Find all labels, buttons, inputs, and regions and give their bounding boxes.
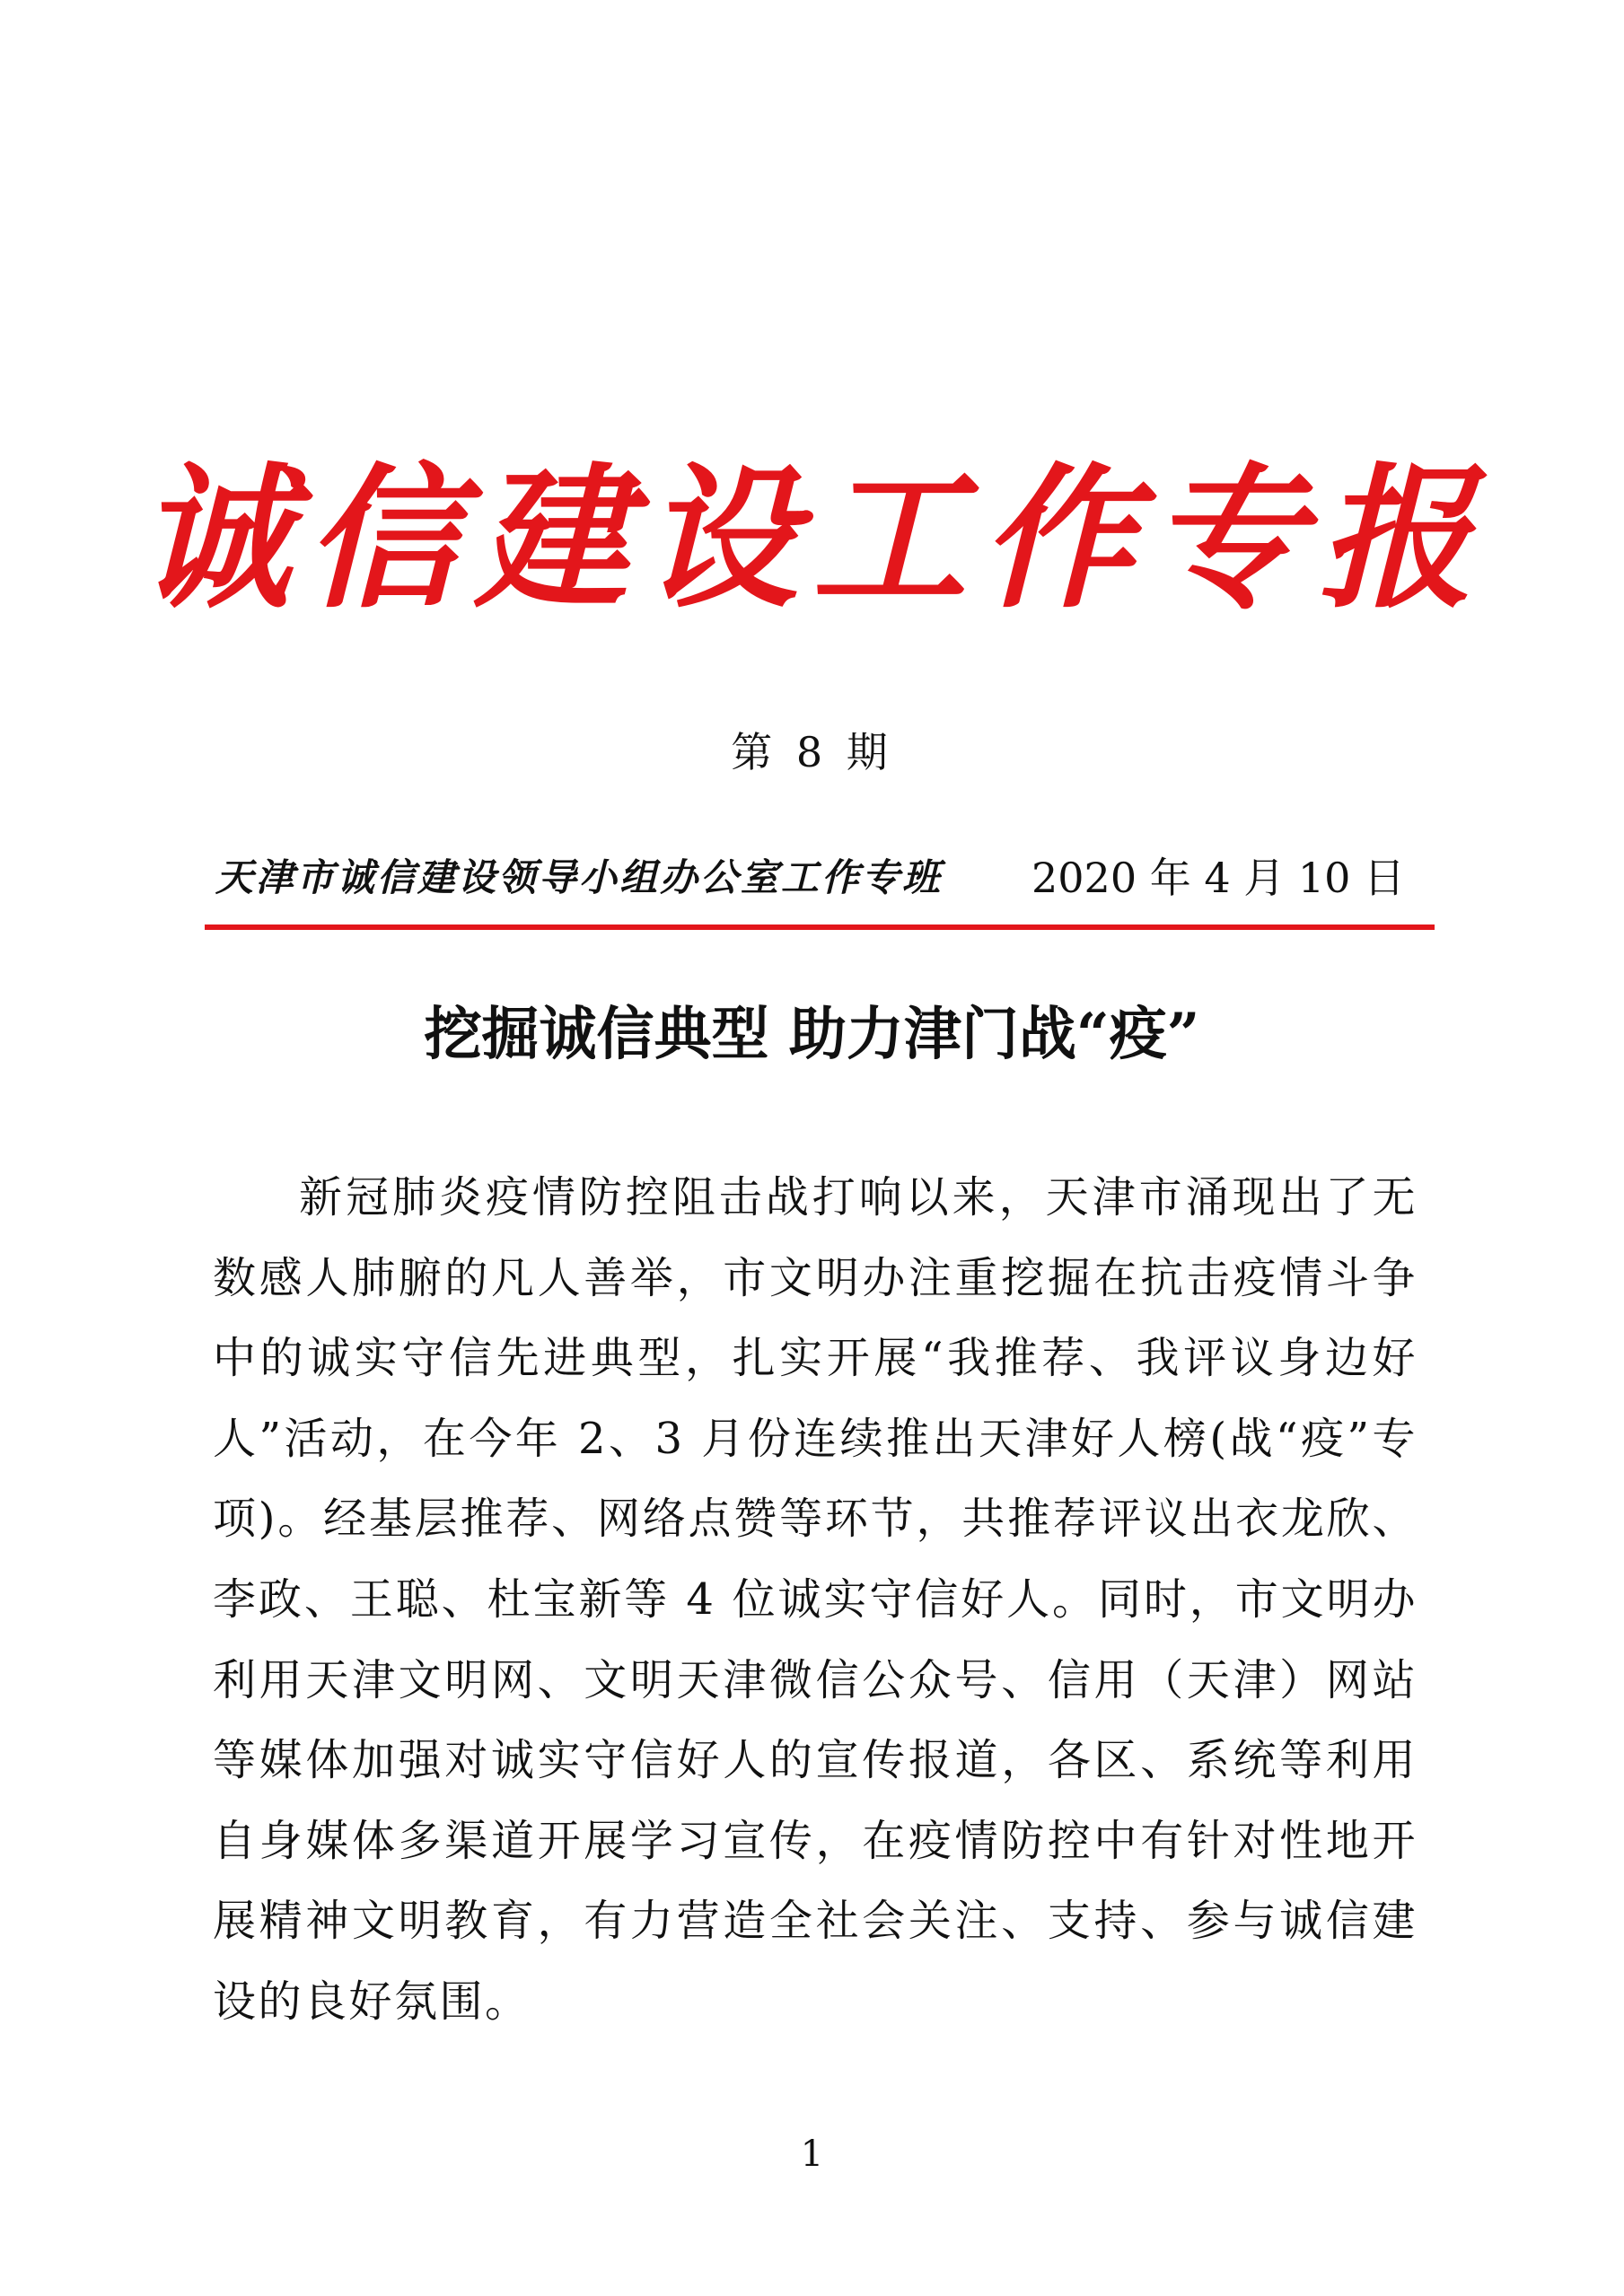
issue-date: 2020 年 4 月 10 日 [1031,854,1405,902]
red-divider-rule [205,925,1435,930]
issuing-office: 天津市诚信建设领导小组办公室工作专班 [215,855,944,899]
article-headline: 挖掘诚信典型 助力津门战“疫” [424,1001,1200,1068]
issue-number: 第 8 期 [731,728,893,776]
article-body: 新冠肺炎疫情防控阻击战打响以来，天津市涌现出了无数感人肺腑的凡人善举，市文明办注重挖掘在抗击疫情斗争中的诚实守信先进典型，扎实开展“我推荐、我评议身边好人”活动，在今年 2、3 月份连续推出天津好人榜(战“疫”专项)。经基层推荐、网络点赞等环节，共推荐评议出衣龙欣、李政、王聪、杜宝新等 4 位诚实守信好人。同时，市文明办利用天津文明网、文明天津微信公众号、信用（天津）网站等媒体加强对诚实守信好人的宣传报道，各区、系统等利用自身媒体多渠道开展学习宣传，在疫情防控中有针对性地开展精神文明教育，有力营造全社会关注、支持、参与诚信建设的良好氛围。 [213,1172,1418,2027]
page-number: 1 [800,2134,824,2175]
masthead-title: 诚信建设工作专报 [136,447,1488,629]
